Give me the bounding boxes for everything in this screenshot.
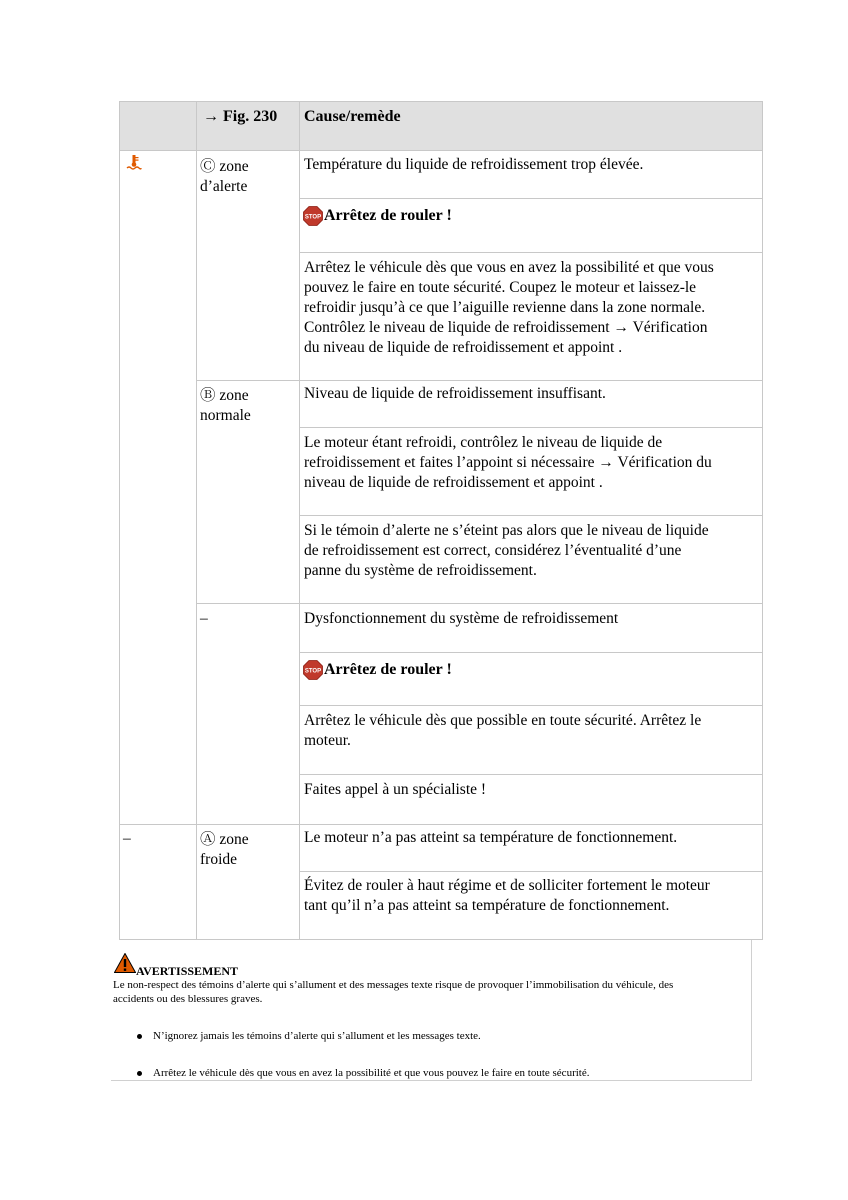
- zone-none-label: –: [200, 610, 208, 627]
- row3-specialist: Faites appel à un spécialiste !: [304, 781, 487, 798]
- grid-line: [299, 198, 762, 199]
- grid-line: [299, 652, 762, 653]
- grid-line: [299, 101, 300, 940]
- row3-cause: Dysfonctionnement du système de refroidissement: [304, 610, 619, 627]
- svg-text:STOP: STOP: [304, 668, 322, 675]
- bullet-dot: [137, 1034, 142, 1039]
- stop-text: Arrêtez de rouler !: [324, 207, 452, 224]
- coolant-temperature-icon: [126, 154, 142, 170]
- grid-line: [299, 705, 762, 706]
- row1-cause: Température du liquide de refroidissement trop élevée.: [304, 156, 644, 173]
- stop-icon: [303, 206, 323, 226]
- warning-title: AVERTISSEMENT: [136, 964, 239, 978]
- grid-line: [119, 101, 762, 102]
- zone-cold-label: Ⓐ zone froide: [200, 831, 249, 868]
- grid-line: [762, 101, 763, 940]
- grid-line: [299, 252, 762, 253]
- grid-line: [119, 150, 762, 151]
- row4-icon-col: –: [123, 830, 131, 847]
- header-fig: → Fig. 230: [203, 108, 278, 125]
- grid-line: [299, 774, 762, 775]
- stop-warning: [303, 206, 452, 226]
- grid-line: [119, 824, 762, 825]
- stop-text: Arrêtez de rouler !: [324, 661, 452, 678]
- stop-icon: [303, 660, 323, 680]
- grid-line: [196, 603, 762, 604]
- grid-line: [299, 871, 762, 872]
- row4-cause: Le moteur n’a pas atteint sa température de fonctionnement.: [304, 829, 678, 846]
- warning-triangle-icon: [114, 953, 136, 973]
- row2-remedy: Le moteur étant refroidi, contrôlez le niveau de liquide de refroidissement et faites l’appoint si nécessaire → Vérification du niveau de liquide de refroidissement et appoint .: [304, 434, 712, 491]
- grid-line: [119, 101, 120, 940]
- warning-bullet: N’ignorez jamais les témoins d’alerte qui s’allument et les messages texte.: [137, 1029, 481, 1043]
- grid-line: [299, 427, 762, 428]
- row2-note: Si le témoin d’alerte ne s’éteint pas alors que le niveau de liquide de refroidissement est correct, considérez l’éventualité d’une panne du système de refroidissement.: [304, 522, 709, 579]
- row1-remedy: Arrêtez le véhicule dès que vous en avez la possibilité et que vous pouvez le faire en toute sécurité. Coupez le moteur et laissez-le refroidir jusqu’à ce que l’aiguille revienne dans la zone normale. Contrôlez le niveau de liquide de refroidissement → Vérification du niveau de liquide de refroidissement et appoint .: [304, 259, 714, 356]
- zone-normal-label: Ⓑ zone normale: [200, 387, 251, 424]
- bullet-dot: [137, 1071, 142, 1076]
- row2-cause: Niveau de liquide de refroidissement insuffisant.: [304, 385, 606, 402]
- grid-line: [299, 515, 762, 516]
- warning-bullet: Arrêtez le véhicule dès que vous en avez la possibilité et que vous pouvez le faire en toute sécurité.: [137, 1066, 589, 1080]
- grid-line: [196, 101, 197, 940]
- row3-remedy: Arrêtez le véhicule dès que possible en toute sécurité. Arrêtez le moteur.: [304, 712, 702, 749]
- warning-box: [111, 940, 752, 1081]
- warning-body: Le non-respect des témoins d’alerte qui s’allument et des messages texte risque de provoquer l’immobilisation du véhicule, des accidents ou des blessures graves.: [113, 979, 674, 1005]
- grid-line: [196, 380, 762, 381]
- row4-remedy: Évitez de rouler à haut régime et de solliciter fortement le moteur tant qu’il n’a pas atteint sa température de fonctionnement.: [304, 877, 710, 914]
- stop-warning: [303, 660, 452, 680]
- header-cause: Cause/remède: [304, 108, 401, 125]
- svg-text:STOP: STOP: [304, 214, 322, 221]
- zone-alert-label: Ⓒ zone d’alerte: [200, 158, 249, 195]
